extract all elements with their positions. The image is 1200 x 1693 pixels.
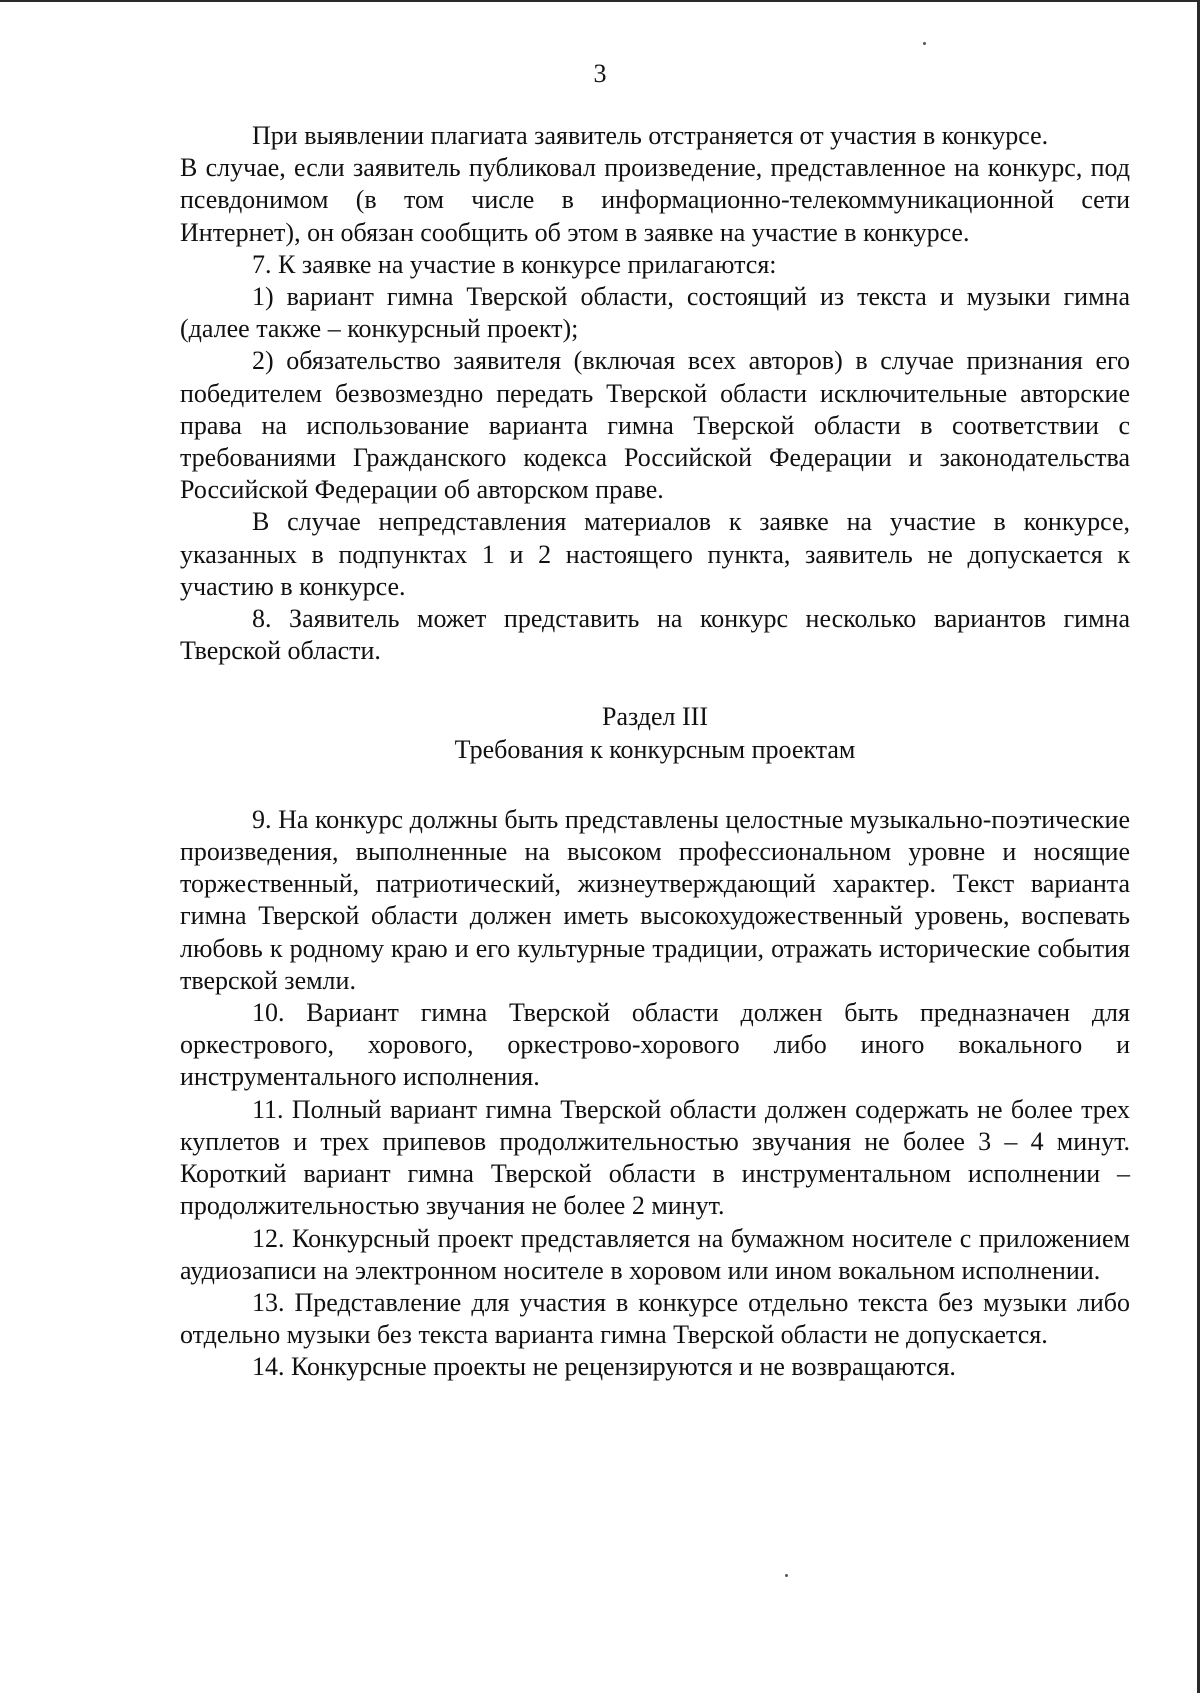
paragraph: 12. Конкурсный проект представляется на бумажном носителе с приложением аудиозаписи на электронном носителе в хоровом или ином вокальном исполнении. (180, 1223, 1130, 1285)
section-number: Раздел III (601, 702, 709, 732)
paragraph: При выявлении плагиата заявитель отстраняется от участия в конкурсе. (252, 121, 1049, 150)
paragraph: 1) вариант гимна Тверской области, состоящий из текста и музыки гимна (далее также – конкурсный проект); (180, 282, 1130, 344)
paragraph: В случае, если заявитель публиковал произведение, представленное на конкурс, под псевдонимом (в том числе в информационно-телекоммуникационной сети Интернет), он обязан сообщить об этом в заявке на участие в конкурсе. (180, 153, 1130, 247)
paragraph: В случае непредставления материалов к заявке на участие в конкурсе, указанных в подпунктах 1 и 2 настоящего пункта, заявитель не допускается к участию в конкурсе. (180, 507, 1130, 601)
paragraph: 7. К заявке на участие в конкурсе прилагаются: (252, 249, 777, 279)
paragraph: 11. Полный вариант гимна Тверской области должен содержать не более трех куплетов и трех припевов продолжительностью звучания не более 3 – 4 минут. Короткий вариант гимна Тверской области в инструментальном исполнении – продолжительностью звучания не более 2 минут. (180, 1094, 1130, 1221)
scan-speck (923, 42, 926, 45)
scan-speck (785, 1574, 788, 1577)
scan-edge-top (0, 0, 1200, 2)
paragraph: 13. Представление для участия в конкурсе отдельно текста без музыки либо отдельно музыки без текста варианта гимна Тверской области не допускается. (180, 1287, 1130, 1350)
section-spacer (180, 766, 1130, 804)
section-heading (180, 701, 1130, 765)
paragraph: 14. Конкурсные проекты не рецензируются и не возвращаются. (252, 1352, 956, 1382)
paragraph: 9. На конкурс должны быть представлены целостные музыкально-поэтические произведения, выполненные на высоком профессиональном уровне и носящие торжественный, патриотический, жизнеутверждающий характер. Текст варианта гимна Тверской области должен иметь высокохудожественный уровень, воспевать любовь к родному краю и его культурные традиции, отражать исторические события тверской земли. (180, 804, 1130, 995)
paragraph: 10. Вариант гимна Тверской области должен быть предназначен для оркестрового, хорового, оркестрово-хорового либо иного вокального и инструментального исполнения. (180, 998, 1130, 1092)
page-number: 3 (593, 59, 607, 88)
document-body (180, 120, 1130, 1384)
paragraph: 8. Заявитель может представить на конкурс несколько вариантов гимна Тверской области. (180, 604, 1130, 666)
paragraph: 2) обязательство заявителя (включая всех авторов) в случае признания его победителем безвозмездно передать Тверской области исключительные авторские права на использование варианта гимна Тверской области в соответствии с требованиями Гражданского кодекса Российской Федерации и законодательства Российской Федерации об авторском праве. (180, 346, 1130, 505)
section-title: Требования к конкурсным проектам (454, 734, 856, 764)
